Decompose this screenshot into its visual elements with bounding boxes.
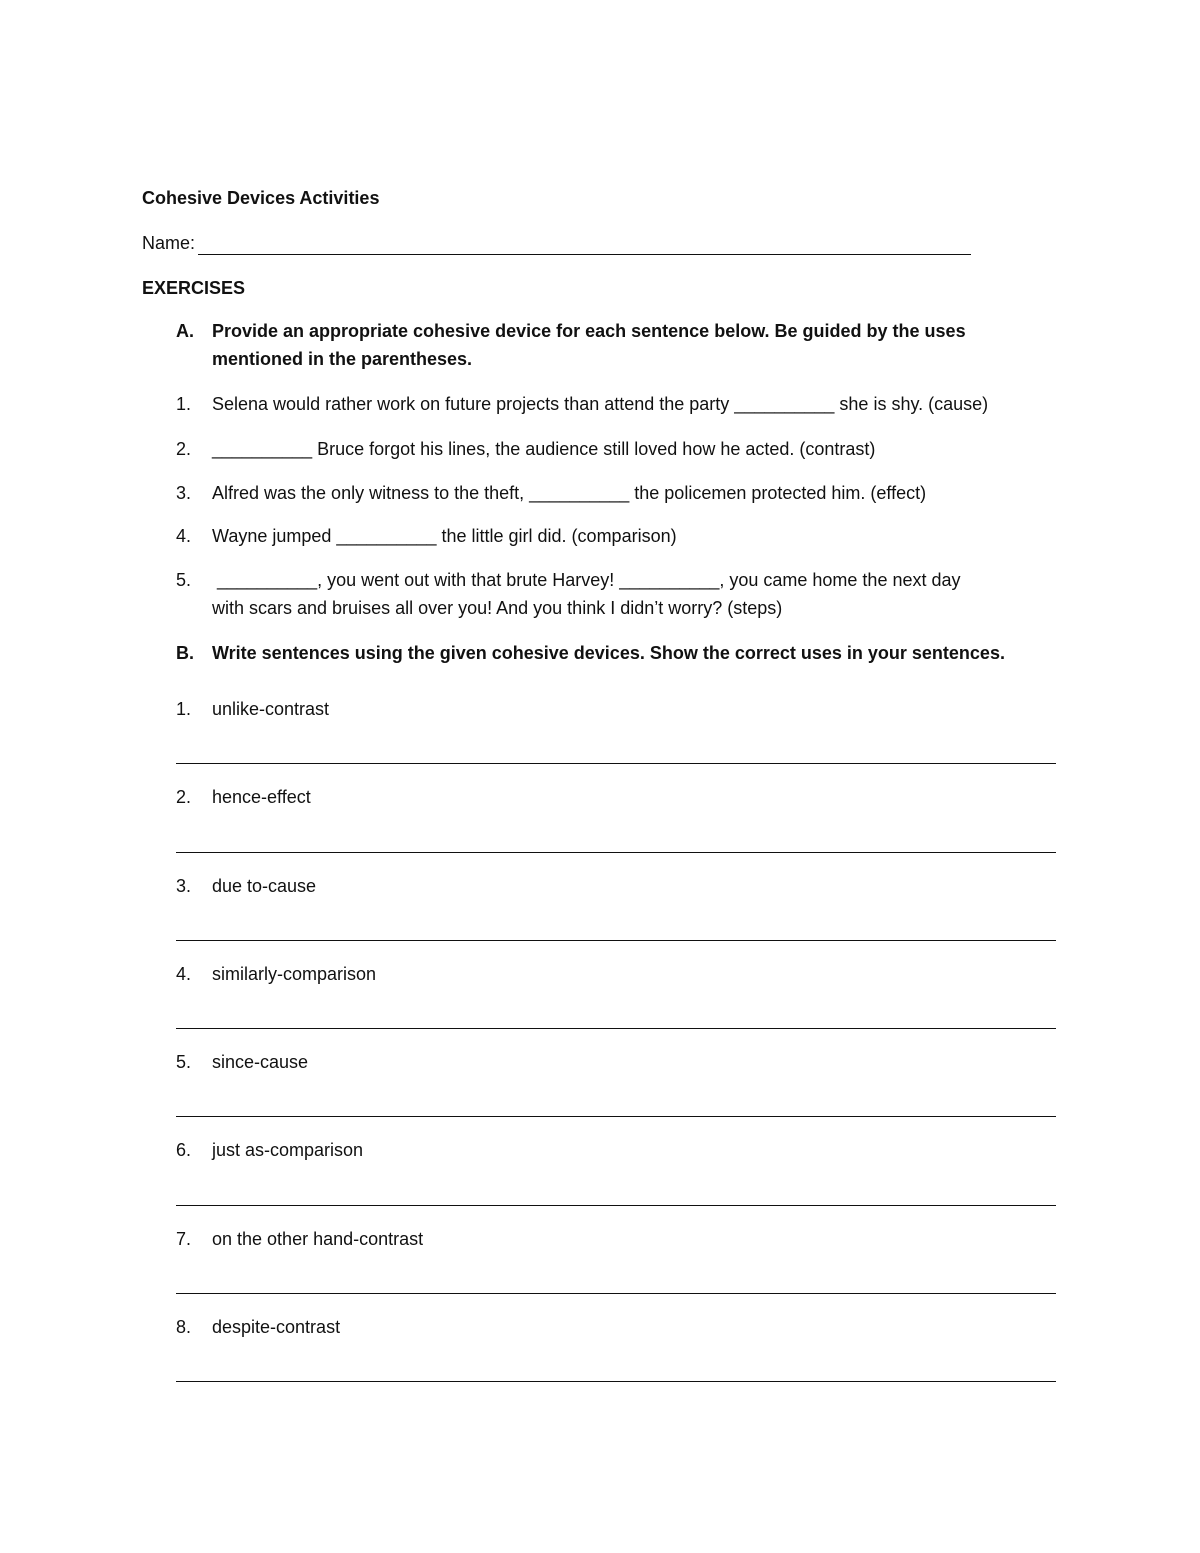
section-b-item-number: 4.: [176, 964, 192, 984]
answer-line-6[interactable]: [176, 1205, 1056, 1206]
name-label: Name:: [142, 233, 196, 253]
answer-line-2[interactable]: [176, 852, 1056, 853]
section-a-item-number: 4.: [176, 526, 192, 546]
section-b-item-2: hence-effect: [212, 787, 311, 807]
section-a-item-5-line2: with scars and bruises all over you! And you think I didn’t worry? (steps): [212, 598, 783, 618]
section-a-item-number: 2.: [176, 439, 192, 459]
section-a-instruction-line2: mentioned in the parentheses.: [212, 349, 473, 369]
section-b-item-number: 6.: [176, 1140, 192, 1160]
section-b-item-number: 2.: [176, 787, 192, 807]
section-b-item-7: on the other hand-contrast: [212, 1229, 424, 1249]
section-a-marker: A.: [176, 321, 194, 341]
section-b-item-4: similarly-comparison: [212, 964, 377, 984]
section-b-item-number: 3.: [176, 876, 192, 896]
section-a-instruction-line1: Provide an appropriate cohesive device for each sentence below. Be guided by the uses: [212, 321, 966, 341]
answer-line-4[interactable]: [176, 1028, 1056, 1029]
answer-line-3[interactable]: [176, 940, 1056, 941]
name-blank-line[interactable]: [198, 254, 971, 255]
section-a-item-number: 5.: [176, 570, 192, 590]
section-a-item-1: Selena would rather work on future projects than attend the party __________ she is shy. (cause): [212, 394, 989, 414]
section-b-item-5: since-cause: [212, 1052, 309, 1072]
answer-line-1[interactable]: [176, 763, 1056, 764]
section-b-item-number: 5.: [176, 1052, 192, 1072]
section-b-item-8: despite-contrast: [212, 1317, 341, 1337]
section-b-item-1: unlike-contrast: [212, 699, 330, 719]
section-a-item-number: 3.: [176, 483, 192, 503]
section-a-item-5: __________, you went out with that brute Harvey! __________, you came home the next day: [212, 570, 961, 590]
answer-line-7[interactable]: [176, 1293, 1056, 1294]
section-b-item-number: 8.: [176, 1317, 192, 1337]
page-title: Cohesive Devices Activities: [142, 188, 380, 208]
exercises-heading: EXERCISES: [142, 278, 246, 298]
answer-line-5[interactable]: [176, 1116, 1056, 1117]
section-b-instruction: Write sentences using the given cohesive devices. Show the correct uses in your sentences.: [212, 643, 1005, 663]
section-b-marker: B.: [176, 643, 194, 663]
section-a-item-2: __________ Bruce forgot his lines, the audience still loved how he acted. (contrast): [212, 439, 876, 459]
section-a-item-number: 1.: [176, 394, 192, 414]
section-b-item-number: 7.: [176, 1229, 192, 1249]
section-b-item-6: just as-comparison: [212, 1140, 364, 1160]
section-a-item-4: Wayne jumped __________ the little girl did. (comparison): [212, 526, 677, 546]
section-b-item-3: due to-cause: [212, 876, 317, 896]
answer-line-8[interactable]: [176, 1381, 1056, 1382]
section-a-item-3: Alfred was the only witness to the theft, __________ the policemen protected him. (effect): [212, 483, 927, 503]
section-b-item-number: 1.: [176, 699, 192, 719]
